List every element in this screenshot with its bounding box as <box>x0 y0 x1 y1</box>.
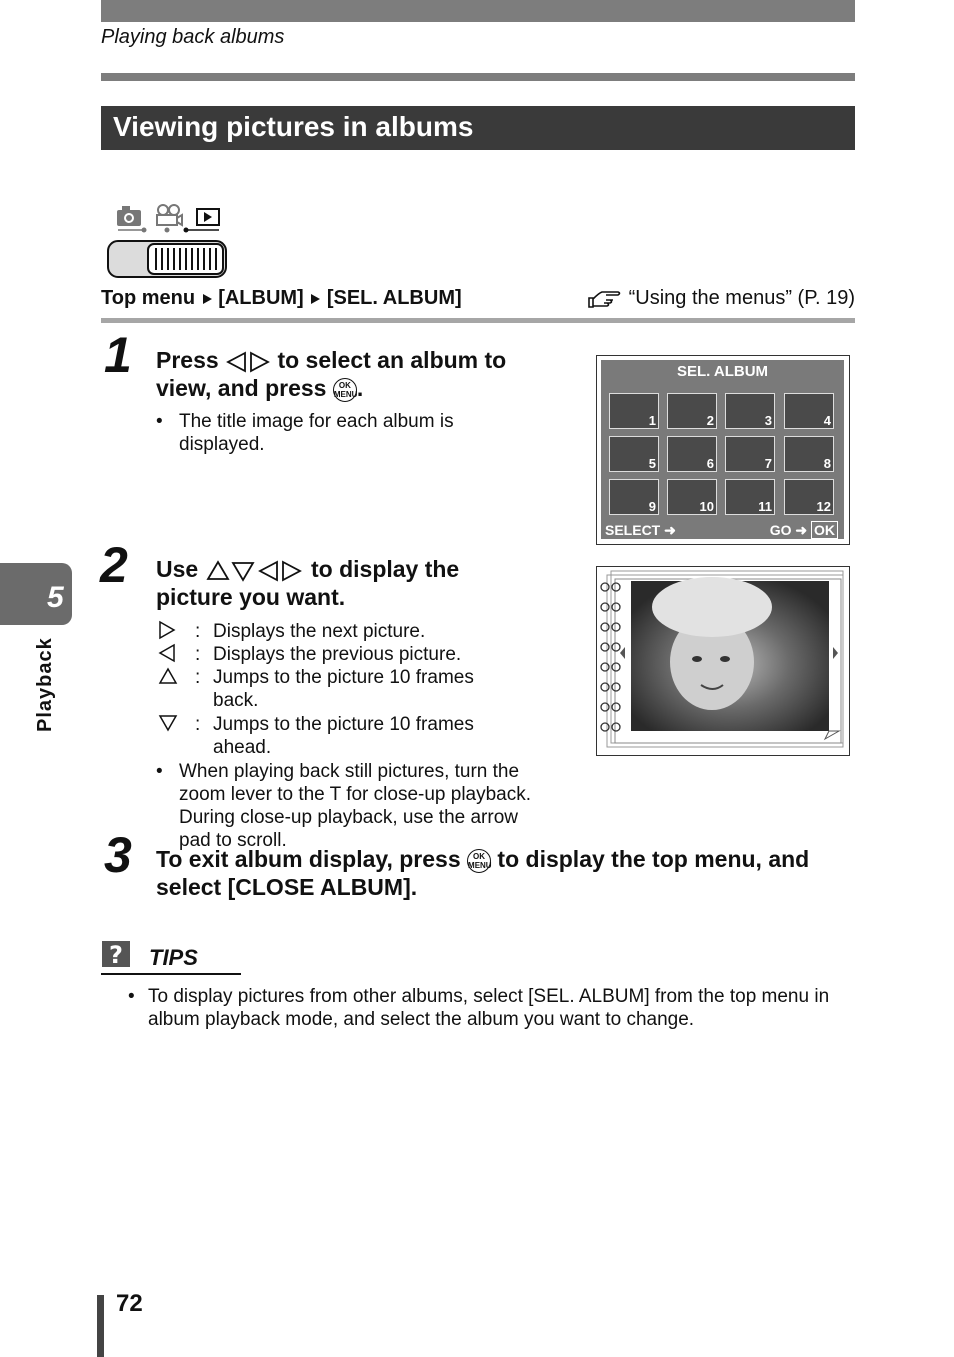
running-title: Playing back albums <box>101 26 285 48</box>
tips-item: To display pictures from other albums, select [SEL. ALBUM] from the top menu in album playback mode, and select the album you want to change. <box>148 986 830 1030</box>
album-thumb: 8 <box>784 436 834 472</box>
album-thumb: 9 <box>609 479 659 515</box>
album-thumb: 6 <box>667 436 717 472</box>
mode-dial-icon <box>104 200 230 280</box>
lcd-inner <box>601 360 844 539</box>
chapter-label: Playback <box>34 637 56 732</box>
menu-rule <box>101 318 855 323</box>
chapter-number: 5 <box>47 581 64 614</box>
album-thumb: 7 <box>725 436 775 472</box>
step-heading-text: Press <box>156 347 219 373</box>
chapter-tab <box>0 563 72 625</box>
step-heading-text: to select an album to <box>277 347 507 373</box>
ok-menu-button-icon: OK MENU <box>467 849 491 873</box>
step-heading-text: to display the top menu, and <box>497 846 810 872</box>
key-description: Jumps to the picture 10 frames ahead. <box>213 714 474 758</box>
playback-icon <box>197 209 219 225</box>
key-separator: : <box>195 644 201 665</box>
header-bar <box>101 0 855 22</box>
section-title-bar <box>101 106 855 150</box>
album-thumb: 12 <box>784 479 834 515</box>
page-number-bar <box>97 1295 104 1357</box>
pointing-hand-icon <box>587 289 623 309</box>
step-bullet: The title image for each album is displayed. <box>179 411 454 455</box>
menu-path <box>101 287 462 310</box>
step-bullet-text: When playing back still pictures, turn the zoom lever to the T for close-up playback. During close-up playback, use the arrow pad to scroll. <box>179 761 532 851</box>
menu-path-top: Top menu <box>101 287 196 309</box>
right-arrow-icon <box>158 620 178 640</box>
bullet-marker: • <box>128 986 135 1007</box>
album-thumb: 2 <box>667 393 717 429</box>
step-bullet <box>179 760 847 852</box>
up-arrow-icon <box>158 666 178 686</box>
step-heading-text: To exit album display, press <box>156 846 461 872</box>
section-title: Viewing pictures in albums <box>113 111 474 142</box>
key-description: Displays the previous picture. <box>213 644 462 665</box>
step-heading-text: Use <box>156 556 199 582</box>
tips-question-icon <box>101 940 133 970</box>
movie-icon <box>157 205 182 225</box>
step-heading-text: . <box>356 375 364 401</box>
tips-label: TIPS <box>149 945 198 970</box>
menu-reference-text: “Using the menus” (P. 19) <box>628 287 855 309</box>
lcd-title: SEL. ALBUM <box>676 363 769 380</box>
step-heading-text: to display the <box>310 556 460 582</box>
left-arrow-icon <box>158 643 178 663</box>
step-heading-text: picture you want. <box>156 584 346 610</box>
lcd-footer-go: GO ➜ OK <box>770 522 838 539</box>
album-thumb: 1 <box>609 393 659 429</box>
step-heading <box>156 845 856 901</box>
key-separator: : <box>195 621 201 642</box>
page-number: 72 <box>116 1290 143 1317</box>
camera-icon <box>117 206 141 226</box>
four-way-arrow-icon <box>205 560 305 582</box>
step-heading-text: view, and press <box>156 375 327 401</box>
header-rule <box>101 73 855 81</box>
key-description: Displays the next picture. <box>213 621 426 642</box>
album-thumb: 5 <box>609 436 659 472</box>
album-thumb: 10 <box>667 479 717 515</box>
lcd-footer-select: SELECT ➜ <box>605 522 676 538</box>
step-number: 1 <box>104 327 132 383</box>
lcd-ok-label: OK <box>811 521 838 539</box>
arrow-right-icon <box>201 293 213 305</box>
ok-menu-button-icon: OK MENU <box>333 378 357 402</box>
down-arrow-icon <box>158 713 178 733</box>
album-thumb: 4 <box>784 393 834 429</box>
key-description: Jumps to the picture 10 frames back. <box>213 667 474 711</box>
step-number: 2 <box>100 537 128 593</box>
menu-reference <box>587 287 855 310</box>
step-heading-text: select [CLOSE ALBUM]. <box>156 874 418 900</box>
album-thumb: 3 <box>725 393 775 429</box>
menu-path-sel-album: [SEL. ALBUM] <box>326 287 462 309</box>
bullet-marker: • <box>156 411 163 432</box>
album-photo-screen <box>596 566 850 756</box>
step-heading <box>156 346 556 402</box>
arrow-right-icon <box>309 293 321 305</box>
menu-path-album: [ALBUM] <box>218 287 304 309</box>
album-thumb: 11 <box>725 479 775 515</box>
key-separator: : <box>195 714 201 735</box>
svg-text:?: ? <box>109 941 123 969</box>
bullet-marker: • <box>156 761 163 782</box>
key-separator: : <box>195 667 201 688</box>
album-page-illustration <box>597 567 847 753</box>
left-right-arrow-icon <box>225 351 271 373</box>
step-number: 3 <box>104 827 132 883</box>
tips-underline <box>101 973 241 975</box>
lcd-sel-album-screen <box>596 355 850 545</box>
step-heading <box>156 555 556 611</box>
